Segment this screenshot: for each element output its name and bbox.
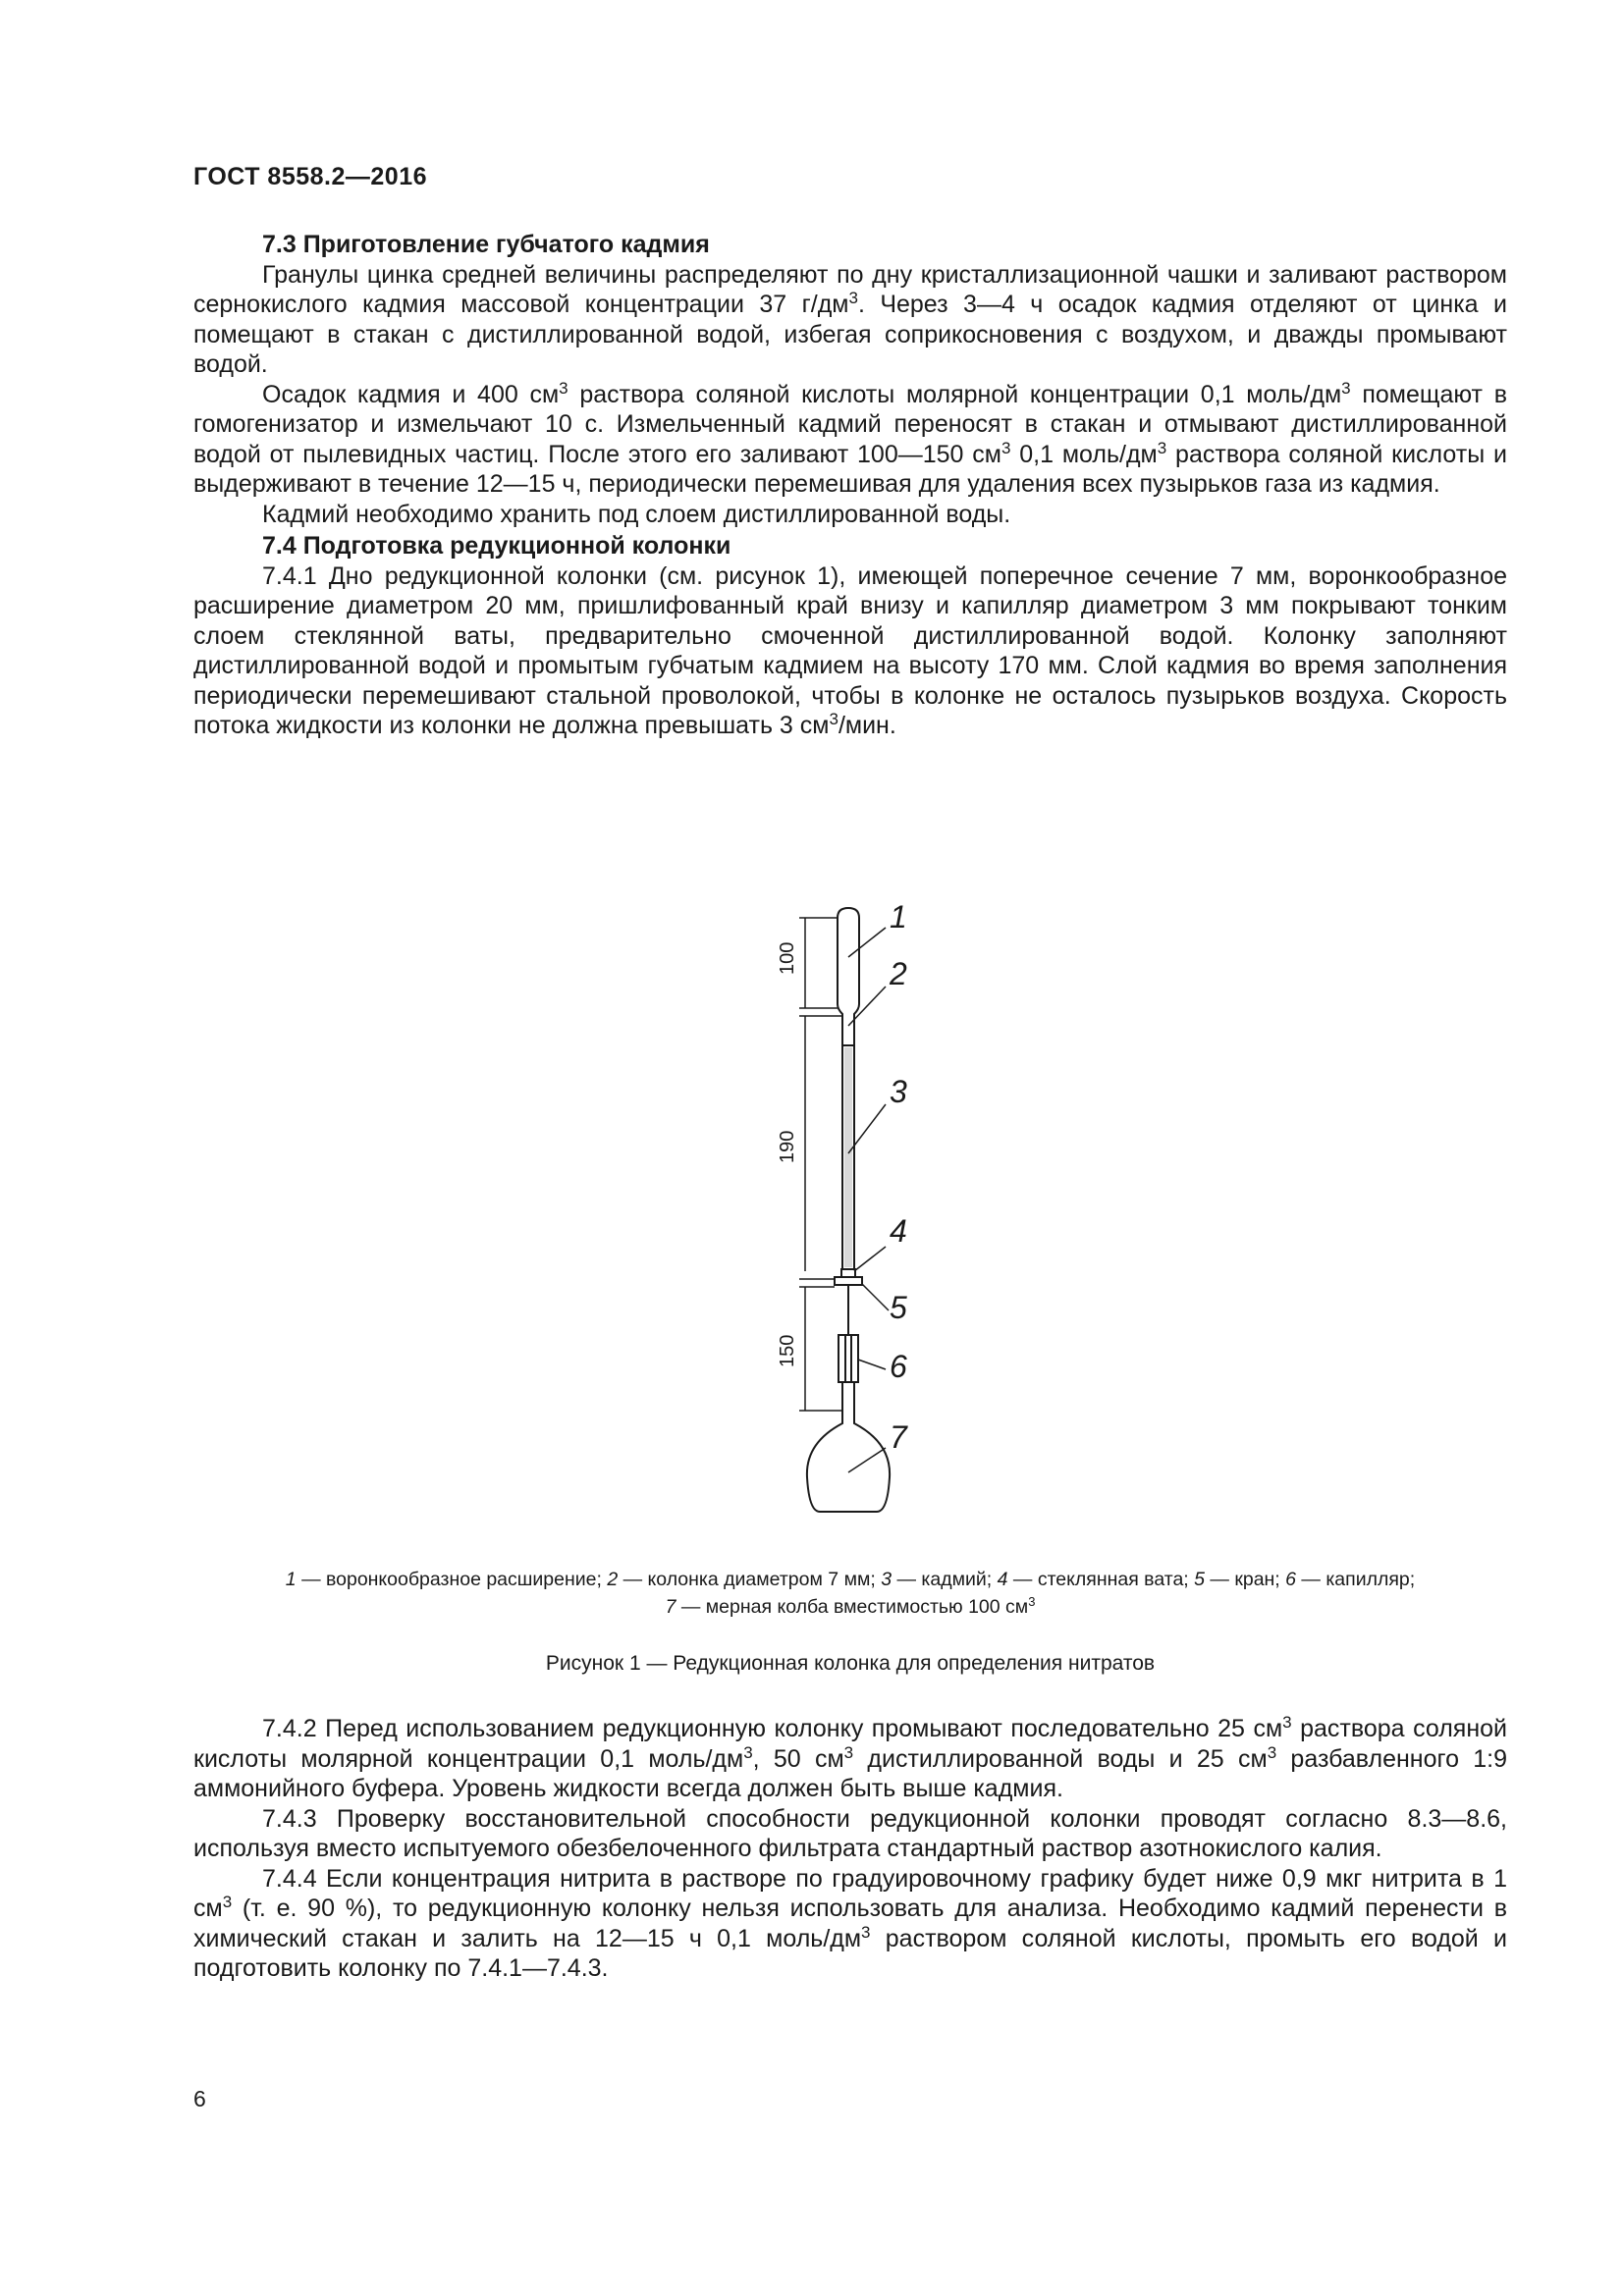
callout-3: 3 <box>890 1074 907 1109</box>
callout-6: 6 <box>890 1349 907 1384</box>
figure-legend: 1 — воронкообразное расширение; 2 — колонка диаметром 7 мм; 3 — кадмий; 4 — стеклянная вата; 5 — кран; 6 — капилляр; 7 — мерная колба вместимостью 100 $см^3$ <box>285 1569 1416 1618</box>
page-number: 6 <box>193 2086 206 2111</box>
flask <box>807 1382 890 1512</box>
callout-5: 5 <box>890 1290 907 1325</box>
paragraph-7-3-2: Осадок кадмия и 400 $см^3$ раствора соляной кислоты молярной концентрации 0,1 моль/$дм^3$ помещают в гомогенизатор и измельчают 10 с. Измельченный кадмий переносят в стакан и отмывают дистиллированной водой от пылевидных частиц. После этого его заливают 100—150 $см^3$ 0,1 моль/$дм^3$ раствора соляной кислоты и выдерживают в течение 12—15 ч, периодически перемешивая для удаления всех пузырьков газа из кадмия. <box>193 378 1507 498</box>
callout-7: 7 <box>890 1419 907 1455</box>
dim-100: 100 <box>777 941 798 975</box>
callout-4: 4 <box>890 1213 907 1249</box>
paragraph-7-4-3: 7.4.3 Проверку восстановительной способности редукционной колонки проводят согласно 8.3—8.6, используя вместо испытуемого обезбелоченного фильтрата стандартный раствор азотнокислого калия. <box>193 1804 1507 1862</box>
figure-caption: Рисунок 1 — Редукционная колонка для определения нитратов <box>545 1652 1156 1675</box>
section-7-3-title: 7.3 Приготовление губчатого кадмия <box>262 231 710 258</box>
tap <box>835 1277 862 1285</box>
cadmium-fill <box>844 1047 852 1267</box>
paragraph-7-4-1: 7.4.1 Дно редукционной колонки (см. рисунок 1), имеющей поперечное сечение 7 мм, воронкообразное расширение диаметром 20 мм, пришлифованный край внизу и капилляр диаметром 3 мм покрывают тонким слоем стеклянной ваты, предварительно смоченной дистиллированной водой. Колонку заполняют дистиллированной водой и промытым губчатым кадмием на высоту 170 мм. Слой кадмия во время заполнения периодически перемешивают стальной проволокой, чтобы в колонке не осталось пузырьков воздуха. Скорость потока жидкости из колонки не должна превышать 3 $см^3$/мин. <box>193 561 1507 739</box>
body-text-top <box>193 230 1507 741</box>
callout-2: 2 <box>890 956 907 991</box>
glass-wool <box>841 1269 855 1277</box>
paragraph-7-3-3: Кадмий необходимо хранить под слоем дистиллированной воды. <box>262 500 1011 528</box>
paragraph-7-4-4: 7.4.4 Если концентрация нитрита в растворе по градуировочному графику будет ниже 0,9 мкг нитрита в 1 $см^3$ (т. е. 90 %), то редукционную колонку нельзя использовать для анализа. Необходимо кадмий перенести в химический стакан и залить на 12—15 ч 0,1 моль/$дм^3$ раствором соляной кислоты, промыть его водой и подготовить колонку по 7.4.1—7.4.3. <box>193 1864 1507 1982</box>
paragraph-7-4-2: 7.4.2 Перед использованием редукционную колонку промывают последовательно 25 $см^3$ раствора соляной кислоты молярной концентрации 0,1 моль/$дм^3$, 50 $см^3$ дистиллированной воды и 25 $см^3$ разбавленного 1:9 аммонийного буфера. Уровень жидкости всегда должен быть выше кадмия. <box>193 1713 1508 1802</box>
reduction-column-figure <box>766 898 943 1526</box>
dim-190: 190 <box>777 1130 798 1163</box>
paragraph-7-3-1: Гранулы цинка средней величины распределяют по дну кристаллизационной чашки и заливают раствором сернокислого кадмия массовой концентрации 37 $г/дм^3$. Через 3—4 ч осадок кадмия отделяют от цинка и помещают в стакан с дистиллированной водой, избегая соприкосновения с воздухом, и дважды промывают водой. <box>193 260 1507 378</box>
capillary <box>839 1335 858 1382</box>
callout-1: 1 <box>890 899 907 934</box>
section-7-4-title: 7.4 Подготовка редукционной колонки <box>262 532 731 560</box>
document-header: ГОСТ 8558.2—2016 <box>193 163 428 190</box>
body-text-bottom <box>193 1714 1507 1984</box>
dim-150: 150 <box>777 1334 798 1367</box>
